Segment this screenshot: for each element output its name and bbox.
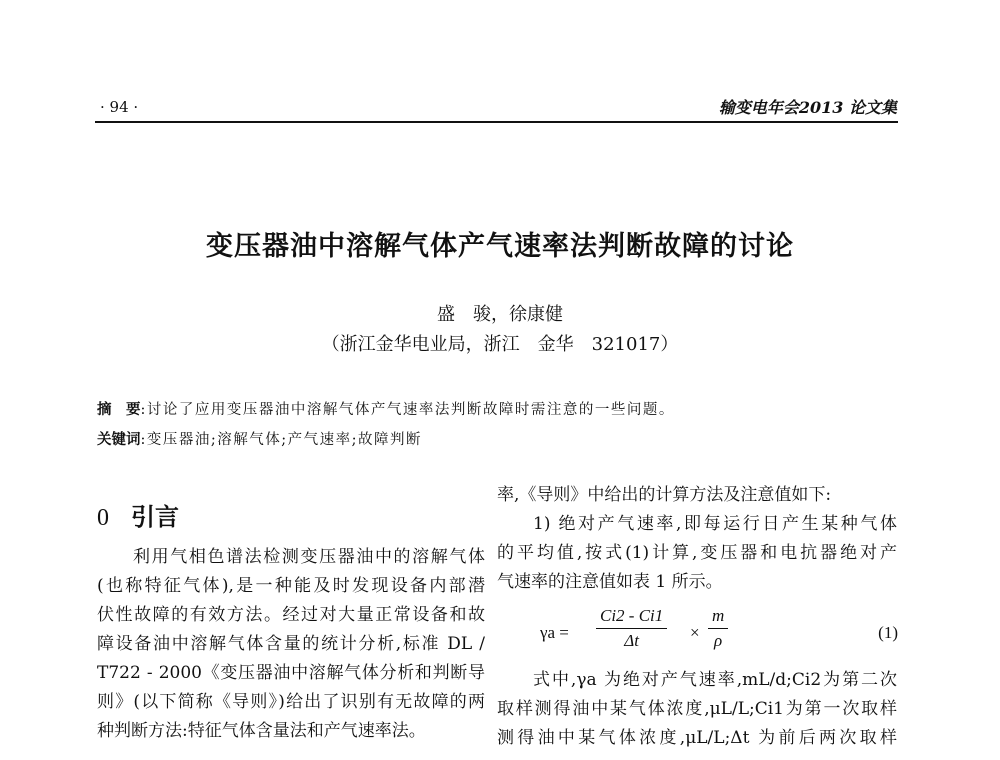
body-line: 气速率的注意值如表 1 所示。 bbox=[497, 572, 723, 592]
abstract-text: :讨论了应用变压器油中溶解气体产气速率法判断故障时需注意的一些问题。 bbox=[140, 402, 675, 418]
fraction-2 bbox=[708, 606, 728, 651]
page-number: · 94 · bbox=[100, 98, 139, 116]
paper-title: 变压器油中溶解气体产气速率法判断故障的讨论 bbox=[206, 231, 794, 262]
body-line: 的平均值,按式(1)计算,变压器和电抗器绝对产 bbox=[497, 543, 897, 563]
body-line: (也称特征气体),是一种能及时发现设备内部潜 bbox=[97, 576, 485, 596]
section-number: 0 bbox=[97, 505, 109, 531]
numerator-2: m bbox=[708, 606, 728, 629]
body-line: 1) 绝对产气速率,即每运行日产生某种气体 bbox=[533, 514, 897, 534]
keywords bbox=[97, 428, 422, 449]
body-line: 种判断方法:特征气体含量法和产气速率法。 bbox=[97, 721, 426, 741]
body-line: 取样测得油中某气体浓度,μL/L;Ci1为第一次取样 bbox=[497, 699, 897, 719]
journal-name: 输变电年会2013 论文集 bbox=[718, 98, 897, 117]
body-line: 障设备油中溶解气体含量的统计分析,标准 DL / bbox=[97, 634, 485, 654]
keywords-label: 关键词 bbox=[97, 432, 141, 448]
body-line: 率,《导则》中给出的计算方法及注意值如下: bbox=[497, 485, 832, 505]
denominator-2: ρ bbox=[714, 631, 723, 650]
header-rule bbox=[95, 121, 898, 123]
body-line: 伏性故障的有效方法。经过对大量正常设备和故 bbox=[97, 605, 485, 625]
keywords-text: :变压器油;溶解气体;产气速率;故障判断 bbox=[140, 432, 423, 448]
authors: 盛 骏，徐康健 bbox=[437, 304, 563, 325]
abstract-label: 摘 要 bbox=[97, 402, 141, 418]
equation-lhs: γa = bbox=[540, 623, 569, 642]
body-line: 利用气相色谱法检测变压器油中的溶解气体 bbox=[133, 547, 485, 567]
section-title: 引言 bbox=[131, 503, 179, 531]
body-line: T722 - 2000《变压器油中溶解气体分析和判断导 bbox=[97, 663, 485, 683]
equation-1 bbox=[540, 606, 900, 666]
fraction-1 bbox=[596, 606, 667, 651]
section-heading bbox=[97, 497, 179, 532]
numerator: Ci2 - Ci1 bbox=[596, 606, 667, 629]
affiliation: （浙江金华电业局，浙江 金华 321017） bbox=[321, 334, 679, 355]
body-line: 测得油中某气体浓度,μL/L;Δt 为前后两次取样 bbox=[497, 728, 897, 748]
equation-label: (1) bbox=[878, 623, 898, 642]
times-sign: × bbox=[690, 623, 700, 642]
body-line: 则》(以下简称《导则》)给出了识别有无故障的两 bbox=[97, 692, 485, 712]
abstract bbox=[97, 398, 675, 419]
denominator: Δt bbox=[624, 631, 639, 650]
body-line: 式中,γa 为绝对产气速率,mL/d;Ci2为第二次 bbox=[533, 670, 897, 690]
